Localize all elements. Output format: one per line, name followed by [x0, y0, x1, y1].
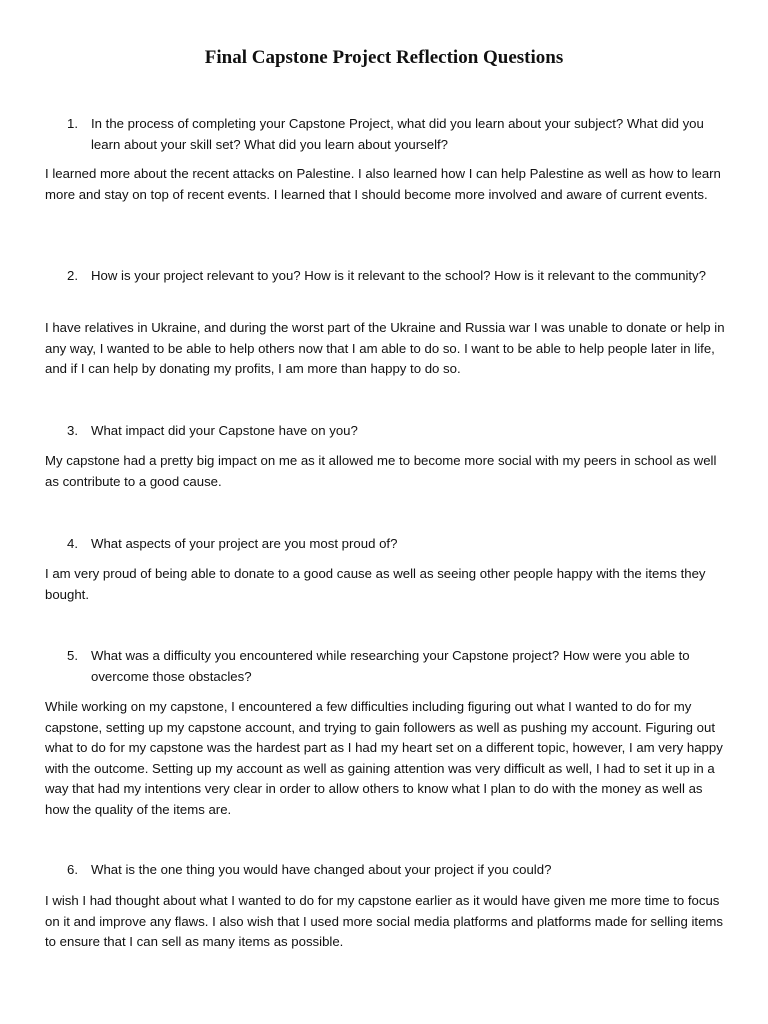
question-4: [67, 534, 731, 555]
answer-3: My capstone had a pretty big impact on me as it allowed me to become more social with my peers in school as well as contribute to a good cause.: [45, 453, 717, 489]
answer-4: I am very proud of being able to donate to a good cause as well as seeing other people happy with the items they bought.: [45, 566, 706, 602]
question-text: What was a difficulty you encountered while researching your Capstone project? How were you able to overcome those obstacles?: [91, 648, 690, 684]
question-6: [67, 860, 731, 881]
question-3: [67, 421, 731, 442]
page-title: Final Capstone Project Reflection Questions: [204, 47, 564, 68]
question-number: 4.: [67, 536, 78, 551]
question-number: 6.: [67, 862, 78, 877]
question-number: 5.: [67, 648, 78, 663]
question-text: In the process of completing your Capstone Project, what did you learn about your subject? What did you learn about your skill set? What did you learn about yourself?: [91, 116, 704, 152]
question-5: [67, 646, 731, 687]
question-text: What impact did your Capstone have on you?: [91, 423, 358, 438]
question-1: [67, 114, 731, 155]
answer-2: I have relatives in Ukraine, and during the worst part of the Ukraine and Russia war I was unable to donate or help in any way, I wanted to be able to help others now that I am able to do so. I want to be able to help people later in life, and if I can help by donating my profits, I am more than happy to do so.: [45, 320, 725, 376]
question-number: 2.: [67, 268, 78, 283]
question-number: 1.: [67, 116, 78, 131]
answer-6: I wish I had thought about what I wanted to do for my capstone earlier as it would have given me more time to focus on it and improve any flaws. I also wish that I used more social media platforms and platforms made for selling items to ensure that I can sell as many items as possible.: [45, 893, 723, 949]
question-text: How is your project relevant to you? How is it relevant to the school? How is it relevant to the community?: [91, 268, 706, 283]
question-number: 3.: [67, 423, 78, 438]
answer-1: I learned more about the recent attacks on Palestine. I also learned how I can help Palestine as well as how to learn more and stay on top of recent events. I learned that I should become more involved and aware of current events.: [45, 166, 721, 202]
answer-5: While working on my capstone, I encountered a few difficulties including figuring out what I wanted to do for my capstone, setting up my capstone account, and trying to gain followers as well as pushing my account. Figuring out what to do for my capstone was the hardest part as I had my heart set on a different topic, however, I am very happy with the outcome. Setting up my account as well as gaining attention was very difficult as well, I had to set it up in a way that had my intentions very clear in order to allow others to know what I plan to do with the money as well as how the quality of the items are.: [45, 699, 723, 817]
question-text: What aspects of your project are you most proud of?: [91, 536, 398, 551]
question-2: [67, 266, 731, 287]
question-text: What is the one thing you would have changed about your project if you could?: [91, 862, 552, 877]
